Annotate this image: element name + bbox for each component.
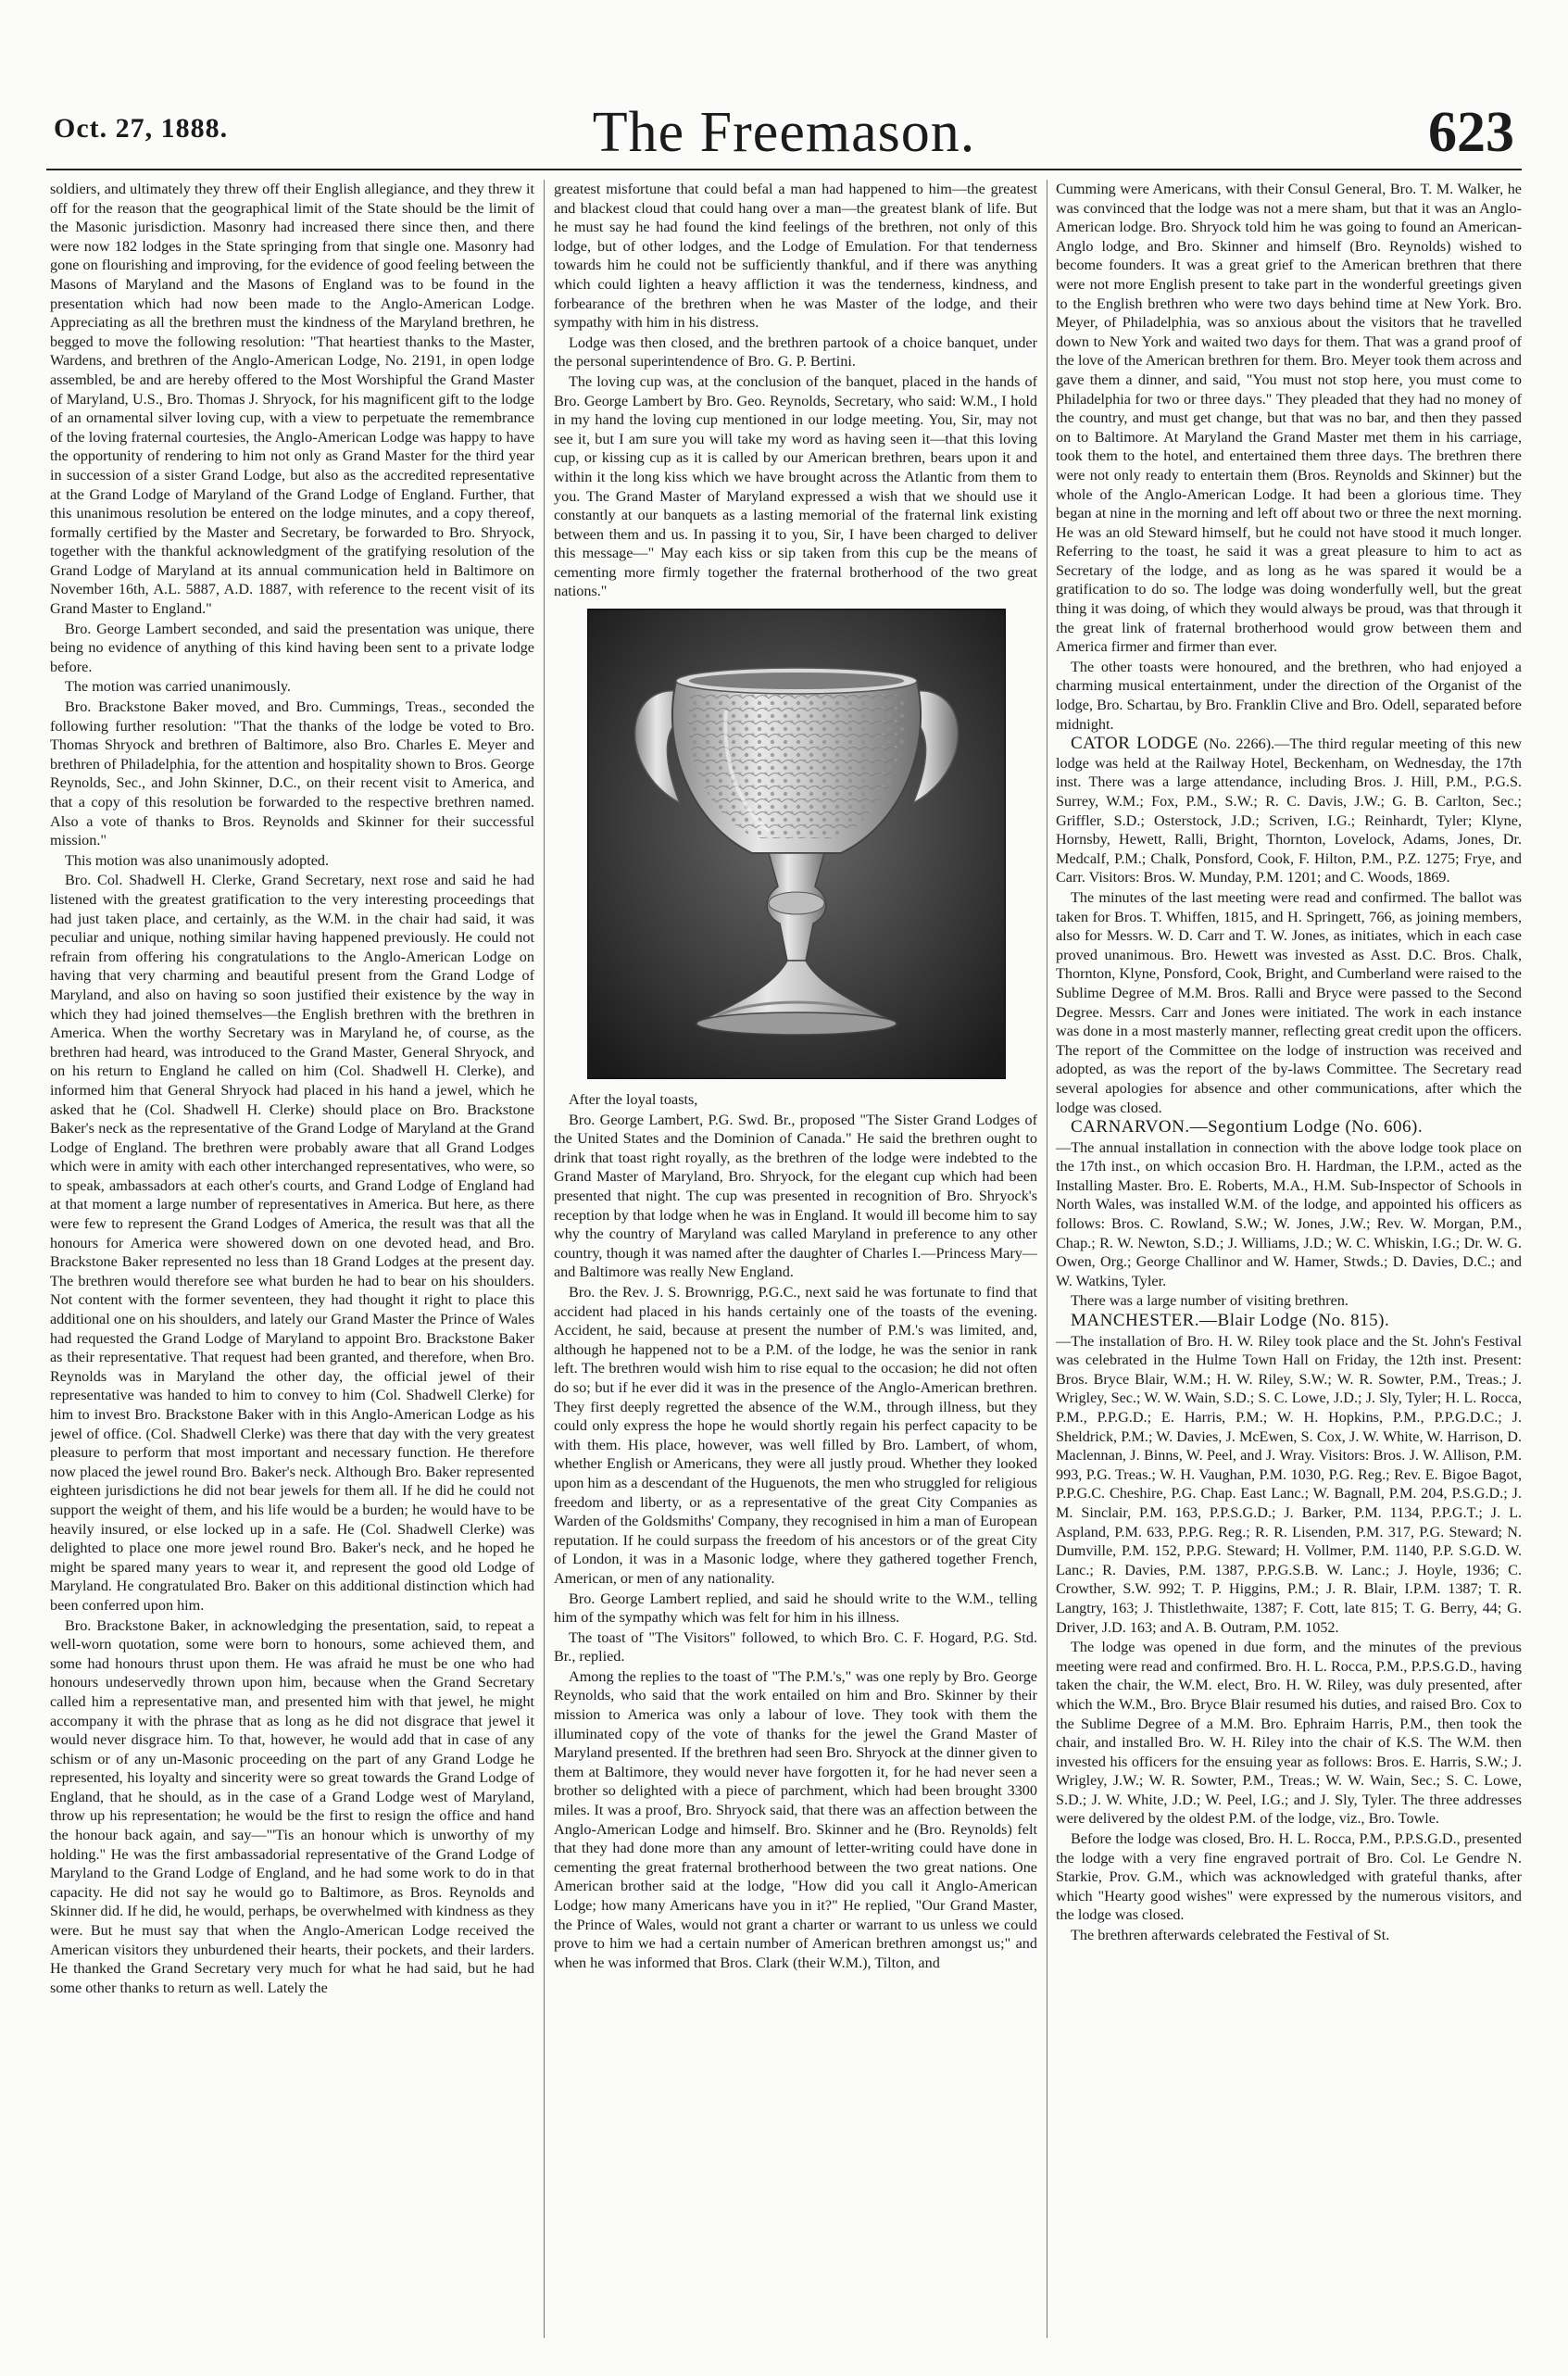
page-number: 623: [1428, 101, 1514, 164]
paragraph: Among the replies to the toast of "The P.M.'s," was one reply by Bro. George Reynolds, who said that the work entailed on him and Bro. Skinner by their mission to America was only a labour of love. They took with them the illuminated copy of the vote of thanks for the jewel the Grand Master of Maryland presented. If the brethren had seen Bro. Shryock at the dinner given to them at Baltimore, they would never have forgotten it, for he had never seen a brother so delighted with a piece of parchment, which had been brought 3300 miles. It was a proof, Bro. Shryock said, that there was an affection between the Anglo-American Lodge and himself. Bro. Skinner and he (Bro. Reynolds) felt that they had done more than any amount of letter-writing could have done in cementing the great fraternal brotherhood between the two great nations. One American brother said at the lodge, "How did you call it Anglo-American Lodge; how many Americans have you in it?" He replied, "Our Grand Master, the Prince of Wales, would not grant a charter or warrant to us unless we could prove to him we had a certain number of American brethren amongst us;" and when he was informed that Bros. Clark (their W.M.), Tilton, and: [554, 1667, 1037, 1971]
masthead: [0, 0, 1568, 167]
column-1: [50, 180, 534, 2343]
paragraph: The toast of "The Visitors" followed, to which Bro. C. F. Hogard, P.G. Std. Br., replied.: [554, 1628, 1037, 1666]
paragraph: The loving cup was, at the conclusion of the banquet, placed in the hands of Bro. George Lambert by Bro. Geo. Reynolds, Secretary, who said: W.M., I hold in my hand the loving cup mentioned in our lodge meeting. You, Sir, may not see it, but I am sure you will take my word as having seen it—that this loving cup, or kissing cup as it is called by our American brethren, bears upon it and within it the long kiss which we have brought across the Atlantic from them to you. The Grand Master of Maryland expressed a wish that we should use it constantly at our banquets as a lasting memorial of the fraternal link existing between them and us. In passing it to you, Sir, I have been charged to deliver this message—" May each kiss or sip taken from this cup be the means of cementing more firmly together the fraternal brotherhood of the two great nations.": [554, 372, 1037, 600]
column-3: [1056, 180, 1522, 2343]
lodge-report-cator: [1056, 735, 1522, 887]
lodge-number: (No. 2266).: [1203, 735, 1275, 753]
section-heading: CATOR LODGE: [1071, 734, 1199, 754]
paragraph: The lodge was opened in due form, and the minutes of the previous meeting were read and confirmed. Bro. H. L. Rocca, P.M., P.P.S.G.D., having taken the chair, the W.M. elect, Bro. H. W. Riley, was duly presented, after which the W.M., Bro. Bryce Blair resumed his duties, and raised Bro. Cox to the Sublime Degree of a M.M. Bro. Ephraim Harris, P.M., then took the chair, and installed Bro. W. H. Riley into the chair of K.S. The W.M. then invested his officers for the ensuing year as follows: Bros. E. Harris, S.W.; J. Wrigley, J.W.; W. R. Sowter, P.M., Treas.; W. W. Wain, Sec.; S. C. Lowe, S.D.; J. W. White, J.D.; W. Peel, I.G.; and J. Sly, Tyler. The three addresses were delivered by the oldest P.M. of the lodge, viz., Bro. Towle.: [1056, 1639, 1522, 1828]
paragraph: The other toasts were honoured, and the brethren, who had enjoyed a charming musical entertainment, under the direction of the Organist of the lodge, Bro. Schartau, by Bro. Franklin Clive and Bro. Odell, separated before midnight.: [1056, 658, 1522, 733]
paragraph: Bro. Col. Shadwell H. Clerke, Grand Secretary, next rose and said he had listened with the greatest gratification to the very interesting proceedings that had just taken place, and certainly, as the W.M. in the chair had said, it was peculiar and unique, nothing similar having happened previously. He could not refrain from offering his congratulations to the Anglo-American Lodge on having that very charming and beautiful present from the Grand Lodge of Maryland, and also on having so soon justified their existence by the way in which they had joined themselves—the English brethren with the brethren in America. When the worthy Secretary was in Maryland he, of course, as the brethren had heard, was introduced to the Grand Master, General Shryock, and on his return to England he called on him (Col. Shadwell H. Clerke), and informed him that General Shryock had placed in his hand a jewel, which he asked that he (Col. Shadwell H. Clerke) should place on Bro. Brackstone Baker's neck as the representative of the Grand Lodge of Maryland at the Grand Lodge of England. The brethren were probably aware that all Grand Lodges which were in amity with each other interchanged representatives, who were, so to speak, ambassadors at each other's courts, and Grand Lodge of England had at that moment a large number of representatives in America. But here, as there were few to represent the Grand Lodges of America, the result was that all the honours for America were showered down on one devoted head, and Bro. Brackstone Baker represented no less than 18 Grand Lodges at the present day. The brethren would therefore see what burden he had to bear on his shoulders. Not content with the former seventeen, they had thought it right to place this additional one on his shoulders, and lately our Grand Master the Prince of Wales had requested the Grand Lodge of Maryland to appoint Bro. Brackstone Baker as their representative. That request had been granted, and therefore, when Bro. Reynolds was in Maryland the other day, the official jewel of their representative was handed to him to convey to him (Col. Shadwell Clerke) for him to invest Bro. Brackstone Baker with in this Anglo-American Lodge as his jewel of office. (Col. Shadwell Clerke) was there that day with the very greatest pleasure to perform that most important and necessary function. He therefore now placed the jewel round Bro. Baker's neck. Although Bro. Baker represented eighteen jurisdictions he did not bear jewels for them all. If he did he could not support the weight of them, and his life would be a burden; he would have to be heavily insured, or else locked up in a safe. He (Col. Shadwell Clerke) was delighted to place one more jewel round Bro. Baker's neck, and he hoped he might be spared many years to wear it, and represent the good old Lodge of Maryland. He congratulated Bro. Baker on this additional distinction which had been conferred upon him.: [50, 872, 534, 1614]
paragraph: After the loyal toasts,: [569, 1091, 698, 1109]
paragraph: The minutes of the last meeting were read and confirmed. The ballot was taken for Bros. T. Whiffen, 1815, and H. Springett, 766, as joining members, also for Messrs. W. D. Carr and T. W. Jones, as initiates, which in each case proved unanimous. Bro. Hewett was invested as Asst. D.C. Bros. Chalk, Thornton, Klyne, Ponsford, Cook, Bright, and Cumberland were raised to the Sublime Degree of M.M. Bros. Ralli and Bryce were passed to the Second Degree. Messrs. Carr and Jones were initiated. The work in each instance was done in a most masterly manner, reflecting great credit upon the officers. The report of the Committee on the lodge of instruction was received and adopted, as was the report of the by-laws Committee. The Secretary read several apologies for absence and other communications, after which the lodge was closed.: [1056, 888, 1522, 1116]
paragraph: The brethren afterwards celebrated the Festival of St.: [1071, 1927, 1390, 1944]
report-body: —The installation of Bro. H. W. Riley took place and the St. John's Festival was celebrated in the Hulme Town Hall on Friday, the 12th inst. Present: Bros. Bryce Blair, W.M.; H. W. Riley, S.W.; W. R. Sowter, P.M., Treas.; J. Wrigley, Sec.; W. W. Wain, S.D.; S. C. Lowe, J.D.; J. Sly, Tyler; H. L. Rocca, P.M., P.P.G.D.; E. Harris, P.M.; W. H. Hopkins, P.M., P.P.G.D.C.; J. Sheldrick, P.M.; W. Davies, J. McEwen, S. Cox, J. W. White, W. Harrison, D. Maclennan, J. Binns, W. Peel, and J. Wray. Visitors: Bros. J. W. Allison, P.M. 993, P.G. Treas.; W. H. Vaughan, P.M. 1030, P.G. Reg.; Rev. E. Bigoe Bagot, P.P.G.C. Cheshire, P.G. Chap. East Lanc.; W. Bagnall, P.M. 204, P.S.G.D.; J. M. Sinclair, P.M. 163, P.P.S.G.D.; J. Barker, P.M. 1134, P.P.G.T.; J. L. Aspland, P.M. 633, P.P.G. Reg.; R. R. Lisenden, P.M. 317, P.G. Steward; N. Dumville, P.M. 152, P.P.G. Steward; H. Vollmer, P.M. 1140, P.P. S.G.D. W. Lanc.; R. Davies, P.M. 1387, P.P.G.S.B. W. Lanc.; J. Hoyle, 1936; C. Crowther, S.W. 992; T. P. Higgins, P.M.; J. R. Blair, I.P.M. 1387; T. R. Langtry, 163; J. Thistlethwaite, 1387; F. Cott, late 815; T. G. Berry, 44; G. Driver, J.D. 163; and A. B. Outram, P.M. 1052.: [1056, 1332, 1522, 1636]
paragraph: greatest misfortune that could befal a man had happened to him—the greatest and blackest cloud that could hang over a man—the greatest blank of life. But he must say he had found the kind feelings of the brethren, not only of this lodge, but of other lodges, and the Lodge of Emulation. For that tenderness towards him he could not be sufficiently thankful, and if there was anything which could lighten a heavy affliction it was the tenderness, kindness, and forbearance of the brethren when he was Master of the lodge, and their sympathy with him in his distress.: [554, 181, 1037, 332]
masthead-rule: [46, 169, 1522, 170]
lodge-report-manchester: [1056, 1312, 1522, 1331]
paragraph: The motion was carried unanimously.: [65, 678, 291, 696]
section-heading: CARNARVON.: [1071, 1117, 1190, 1138]
report-body: —The third regular meeting of this new lodge was held at the Railway Hotel, Beckenham, on Wednesday, the 17th inst. There was a large attendance, including Bros. J. Hill, P.M., P.G.S. Surrey, W.M.; Fox, P.M., S.W.; R. C. Davis, J.W.; G. B. Carlton, Sec.; Griffler, S.D.; Osterstock, J.D.; Scriven, I.G.; Reinhardt, Tyler; Klyne, Hornsby, Hewett, Ralli, Bright, Thornton, Lovelock, Adams, Jones, Dr. Medcalf, P.M.; Chalk, Ponsford, Cook, F. Hilton, P.M., P.Z. 1275; Frye, and Carr. Visitors: Bros. W. Munday, P.M. 1201; and C. Woods, 1869.: [1056, 735, 1522, 886]
lodge-name: —Blair Lodge (No. 815).: [1199, 1311, 1390, 1331]
column-2: [554, 180, 1037, 2343]
column-divider: [544, 180, 545, 2338]
paragraph: There was a large number of visiting brethren.: [1071, 1292, 1348, 1310]
paragraph: Bro. George Lambert seconded, and said the presentation was unique, there being no evidence of anything of this kind having been sent to a private lodge before.: [50, 620, 534, 675]
report-body: —The annual installation in connection with the above lodge took place on the 17th inst., on which occasion Bro. H. Hardman, the I.P.M., acted as the Installing Master. Bro. E. Roberts, M.A., H.M. Sub-Inspector of Schools in North Wales, was installed W.M. of the lodge, and appointed his officers as follows: Bros. C. Rowland, S.W.; W. Jones, J.W.; Rev. W. Morgan, P.M., Chap.; R. W. Newton, S.D.; J. Williams, J.D.; W. C. Whiskin, I.G.; Dr. W. G. Owen, Org.; George Challinor and W. Hamer, Stwds.; D. Davies, D.C.; and W. Watkins, Tyler.: [1056, 1138, 1522, 1289]
issue-date: Oct. 27, 1888.: [54, 113, 229, 144]
paragraph: Bro. Brackstone Baker moved, and Bro. Cummings, Treas., seconded the following further resolution: "That the thanks of the lodge be voted to Bro. Thomas Shryock and brethren of Baltimore, also Bro. Charles E. Meyer and brethren of Philadelphia, for the attention and hospitality shown to Bros. George Reynolds, Sec., and John Skinner, D.C., on their recent visit to America, and that a copy of this resolution be forwarded to the respective brethren named. Also a vote of thanks to Bros. Reynolds and Skinner for their successful mission.": [50, 698, 534, 849]
loving-cup-illustration: [587, 609, 1006, 1079]
paragraph: Before the lodge was closed, Bro. H. L. Rocca, P.M., P.P.S.G.D., presented the lodge with a very fine engraved portrait of Bro. Col. Le Gendre N. Starkie, Prov. G.M., which was acknowledged with grateful thanks, after which "Hearty good wishes" were expressed by the numerous visitors, and the lodge was closed.: [1056, 1830, 1522, 1924]
paragraph: Bro. George Lambert replied, and said he should write to the W.M., telling him of the sympathy which was felt for him in his illness.: [554, 1590, 1037, 1627]
paragraph: Lodge was then closed, and the brethren partook of a choice banquet, under the personal superintendence of Bro. G. P. Bertini.: [554, 333, 1037, 371]
paragraph: Cumming were Americans, with their Consul General, Bro. T. M. Walker, he was convinced that the lodge was not a mere sham, but that it was an Anglo-American lodge. Bro. Shryock told him he was going to found an American-Anglo lodge, and Bro. Skinner and himself (Bro. Reynolds) wished to become founders. It was a great grief to the American brethren that there were not more English present to take part in the wonderful greetings given to the English brethren who were two days behind time at New York. Bro. Meyer, of Philadelphia, was so anxious about the visitors that he travelled down to New York and waited two days for them. That was a grand proof of the love of the American brethren for them. Bro. Meyer took them across and gave them a dinner, and said, "You must not stop here, you must come to Philadelphia for two or three days." They pleaded that they had no money of the country, and must get change, but that was no bar, and then they passed on to Baltimore. At Maryland the Grand Master met them in his carriage, took them to the hotel, and entertained them three days. The brethren there were not only ready to entertain them (Bros. Reynolds and Skinner) but the whole of the Anglo-American Lodge. It had been a glorious time. They began at nine in the morning and left off about two or three the next morning. He was an old Steward himself, but he could not have stood it much longer. Referring to the toast, he said it was a great pleasure to him to act as Secretary of the lodge, and as long as he was spared it would be a gratification to do so. The lodge was doing wonderfully well, but the great thing it was doing, of which they would always be proud, was that through it the great link of fraternal brotherhood would grow between them and America firmer and firmer than ever.: [1056, 181, 1522, 656]
paragraph: Bro. Brackstone Baker, in acknowledging the presentation, said, to repeat a well-worn quotation, some were born to honours, some achieved them, and some had honours thrust upon them. He was afraid he must be one who had honours undeservedly thrown upon him, because when the Grand Secretary called him a representative man, and presented him with that jewel, he might accompany it with the phrase that as long as he did not disgrace that jewel it would never disgrace him. To that, however, he would add that in case of any schism or of any un-Masonic proceeding on the part of any Grand Lodge he represented, his loyalty and sincerity were so great towards the Grand Lodge of England, that he should, as in the case of a Grand Lodge west of Maryland, throw up his representation; he would be the first to resign the office and hand the honour back again, and say—"'Tis an honour which is unworthy of my holding." He was the first ambassadorial representative of the Grand Lodge of Maryland to the Grand Lodge of England, and he had some work to do in that capacity. He did not say he would go to Baltimore, as Bros. Reynolds and Skinner did. If he did, he would, perhaps, be overwhelmed with kindness as they were. But he must say that when the Anglo-American Lodge received the American visitors they unburdened their hearts, their pockets, and their larders. He thanked the Grand Secretary very much for what he had said, but he had some other thanks to return as well. Lately the: [50, 1616, 534, 1996]
paragraph: Bro. the Rev. J. S. Brownrigg, P.G.C., next said he was fortunate to find that accident had placed in his hands certainly one of the toasts of the evening. Accident, he said, because at present the number of P.M.'s was limited, and, although he happened not to be a P.M. of the lodge, he was the senior in rank left. The brethren would wish him to rise equal to the occasion; he did not often do so; but if he ever did it was in the presence of the Anglo-American brethren. They first deeply regretted the absence of the W.M., through illness, but they could only express the hope he would shortly regain his perfect capacity to be with them. His place, however, was well filled by Bro. Lambert, of whom, whether English or Americans, they were all justly proud. Whether they looked upon him as a descendant of the Huguenots, the men who struggled for religious freedom and liberty, or as a representative of the great City Companies as Warden of the Goldsmiths' Company, they recognised in him a man of European reputation. If he could surpass the freedom of his ancestors or of the great City of London, it was in a Masonic lodge, where they gathered together French, American, or men of any nationality.: [554, 1284, 1037, 1587]
loving-cup-image: [587, 609, 1006, 1079]
paragraph: soldiers, and ultimately they threw off their English allegiance, and they threw it off for the reason that the geographical limit of the State should be the limit of the Masonic jurisdiction. Masonry had increased there since then, and there were now 182 lodges in the State springing from that single one. Masonry had gone on flourishing and improving, for the evidence of good feeling between the Masons of Maryland and the Masons of England was to be found in the presentation which had now been made to the Anglo-American Lodge. Appreciating as all the brethren must the kindness of the Maryland brethren, he begged to move the following resolution: "That heartiest thanks to the Master, Wardens, and brethren of the Anglo-American Lodge, No. 2191, in open lodge assembled, be and are hereby offered to the Most Worshipful the Grand Master of Maryland, U.S., Bro. Thomas J. Shryock, for his magnificent gift to the lodge of an ornamental silver loving cup, with a view to perpetuate the remembrance of the loving fraternal courtesies, the Anglo-American Lodge was happy to have the opportunity of rendering to him not only as Grand Master for the third year in succession of a sister Grand Lodge, but also as the accredited representative at the Grand Lodge of Maryland of the Grand Lodge of England. Further, that this unanimous resolution be entered on the lodge minutes, and a copy thereof, formally certified by the Master and Secretary, be forwarded to Bro. Shryock, together with the thankful acknowledgment of the gratifying resolution of the Grand Lodge of Maryland at its annual communication held in Baltimore on November 16th, A.L. 5887, A.D. 1887, with reference to the recent visit of its Grand Master to England.": [50, 181, 534, 618]
lodge-report-carnarvon: [1056, 1118, 1522, 1138]
paragraph: Bro. George Lambert, P.G. Swd. Br., proposed "The Sister Grand Lodges of the United States and the Dominion of Canada." He said the brethren ought to drink that toast right royally, as the brethren of the lodge were indebted to the Grand Master of Maryland, Bro. Shryock, for the elegant cup which had been presented that night. The cup was presented in recognition of Bro. Shryock's reception by that lodge when he was in England. It would ill become him to say why the country of Maryland was called Maryland in preference to any other country, though it was named after the daughter of Charles I.—Princess Mary—and Baltimore was really New England.: [554, 1111, 1037, 1281]
section-heading: MANCHESTER.: [1071, 1311, 1200, 1331]
publication-title: The Freemason.: [592, 101, 976, 164]
lodge-name: —Segontium Lodge (No. 606).: [1189, 1117, 1424, 1138]
paragraph: This motion was also unanimously adopted.: [65, 851, 330, 869]
